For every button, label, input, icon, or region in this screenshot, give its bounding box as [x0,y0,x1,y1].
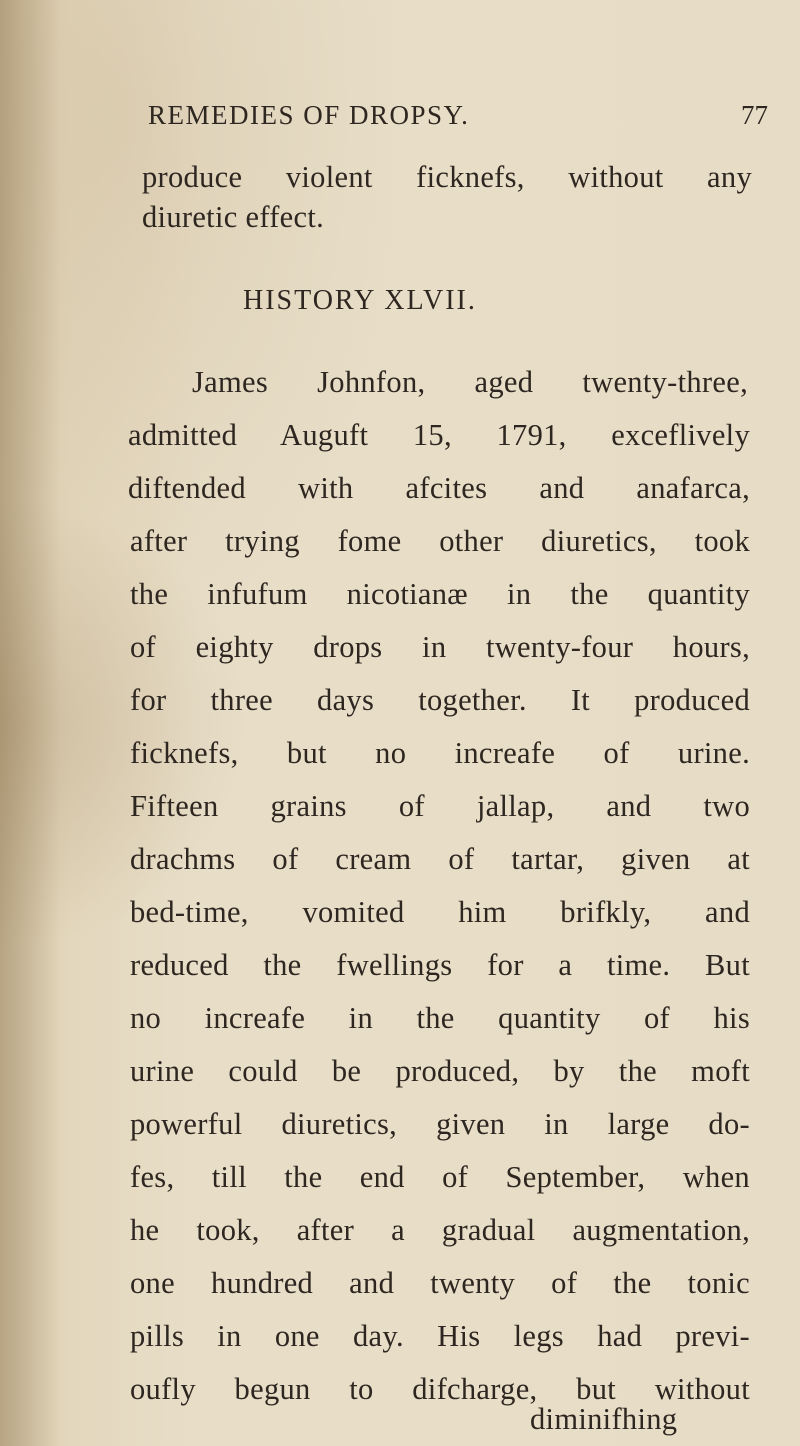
text-line: James Johnfon, aged twenty-three, [192,365,748,399]
page-edge-shadow [0,0,60,1446]
text-line: admitted Auguft 15, 1791, exceflively [128,418,750,452]
running-head: REMEDIES OF DROPSY. [148,100,470,130]
text-line: he took, after a gradual augmentation, [130,1213,750,1247]
section-heading: HISTORY XLVII. [243,285,477,316]
text-line: of eighty drops in twenty-four hours, [130,630,750,664]
text-line: diuretic effect. [142,200,325,234]
text-line: ficknefs, but no increafe of urine. [130,736,750,770]
text-line: produce violent ficknefs, without any [142,160,752,194]
text-line: diftended with afcites and anafarca, [128,471,750,505]
text-line: drachms of cream of tartar, given at [130,842,750,876]
text-line: reduced the fwellings for a time. But [130,948,750,982]
text-line: fes, till the end of September, when [130,1160,750,1194]
catchword: diminifhing [530,1402,678,1436]
text-line: one hundred and twenty of the tonic [130,1266,750,1300]
text-line: oufly begun to difcharge, but without [130,1372,750,1406]
text-line: powerful diuretics, given in large do- [130,1107,750,1141]
page-header [148,100,778,140]
text-line: after trying fome other diuretics, took [130,524,750,558]
text-line: pills in one day. His legs had previ- [130,1319,750,1353]
page-number: 77 [741,100,768,130]
text-line: no increafe in the quantity of his [130,1001,750,1035]
text-line: the infufum nicotianæ in the quantity [130,577,750,611]
text-line: for three days together. It produced [130,683,750,717]
text-line: Fifteen grains of jallap, and two [130,789,750,823]
text-line: urine could be produced, by the moft [130,1054,750,1088]
text-line: bed-time, vomited him brifkly, and [130,895,750,929]
